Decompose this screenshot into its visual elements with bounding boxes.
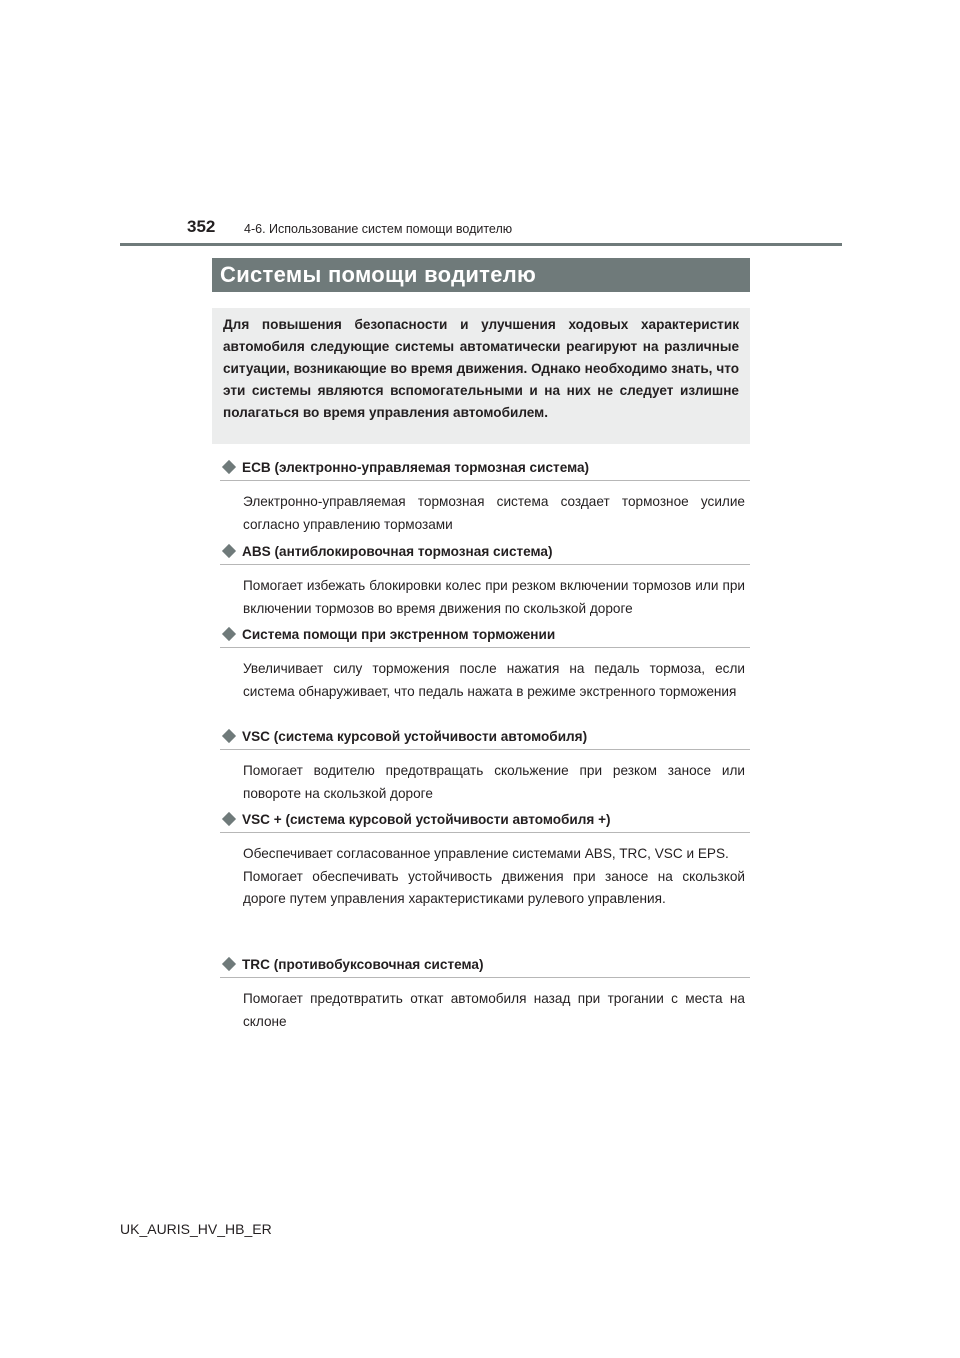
diamond-bullet-icon: [222, 627, 236, 641]
item-description: [243, 491, 745, 536]
item-paragraph: Помогает водителю предотвращать скольжение при резком заносе или повороте на скользкой дороге: [243, 763, 745, 801]
item-title: VSC (система курсовой устойчивости автомобиля): [242, 728, 588, 744]
diamond-bullet-icon: [222, 544, 236, 558]
section-breadcrumb: 4-6. Использование систем помощи водителю: [244, 222, 513, 236]
item-heading: [220, 726, 750, 750]
item-heading: [220, 541, 750, 565]
item-title: TRC (противобуксовочная система): [242, 956, 484, 972]
system-item-vsc: [220, 726, 750, 805]
header-divider: [120, 243, 842, 246]
diamond-bullet-icon: [222, 812, 236, 826]
item-paragraph: Помогает предотвратить откат автомобиля назад при трогании с места на склоне: [243, 991, 745, 1029]
item-description: [243, 658, 745, 703]
item-description: [243, 575, 745, 620]
system-item-trc: [220, 954, 750, 1033]
item-title: Система помощи при экстренном торможении: [242, 626, 556, 642]
diamond-bullet-icon: [222, 460, 236, 474]
item-title: VSC + (система курсовой устойчивости автомобиля +): [242, 811, 611, 827]
item-heading: [220, 457, 750, 481]
item-description: [243, 760, 745, 805]
item-paragraph: Увеличивает силу торможения после нажатия на педаль тормоза, если система обнаруживает, что педаль нажата в режиме экстренного торможения: [243, 661, 745, 699]
item-description: [243, 988, 745, 1033]
diamond-bullet-icon: [222, 729, 236, 743]
system-item-vsc-plus: [220, 809, 750, 911]
item-paragraph: Электронно-управляемая тормозная система создает тормозное усилие согласно управлению тормозами: [243, 494, 745, 532]
page-number: 352: [187, 217, 216, 236]
system-item-brake-assist: [220, 624, 750, 703]
item-heading: [220, 809, 750, 833]
page-title: Системы помощи водителю: [220, 262, 537, 287]
intro-text: Для повышения безопасности и улучшения ходовых характеристик автомобиля следующие системы автоматически реагируют на различные ситуации, возникающие во время движения. Однако необходимо знать, что эти системы являются вспомогательными и на них не следует излишне полагаться во время управления автомобилем.: [223, 317, 739, 420]
item-description: [243, 843, 745, 911]
system-item-ecb: [220, 457, 750, 536]
intro-box: [212, 308, 750, 444]
item-title: ABS (антиблокировочная тормозная система): [242, 543, 553, 559]
item-heading: [220, 624, 750, 648]
system-item-abs: [220, 541, 750, 620]
item-title: ECB (электронно-управляемая тормозная система): [242, 459, 590, 475]
document-code: UK_AURIS_HV_HB_ER: [120, 1221, 272, 1237]
page-title-bar: [212, 258, 750, 292]
item-paragraph: Обеспечивает согласованное управление системами ABS, TRC, VSC и EPS.: [243, 846, 729, 861]
item-paragraph: Помогает избежать блокировки колес при резком включении тормозов или при включении тормозов во время движения по скользкой дороге: [243, 578, 745, 616]
diamond-bullet-icon: [222, 957, 236, 971]
item-heading: [220, 954, 750, 978]
item-paragraph: Помогает обеспечивать устойчивость движения при заносе на скользкой дороге путем управления характеристиками рулевого управления.: [243, 868, 745, 906]
